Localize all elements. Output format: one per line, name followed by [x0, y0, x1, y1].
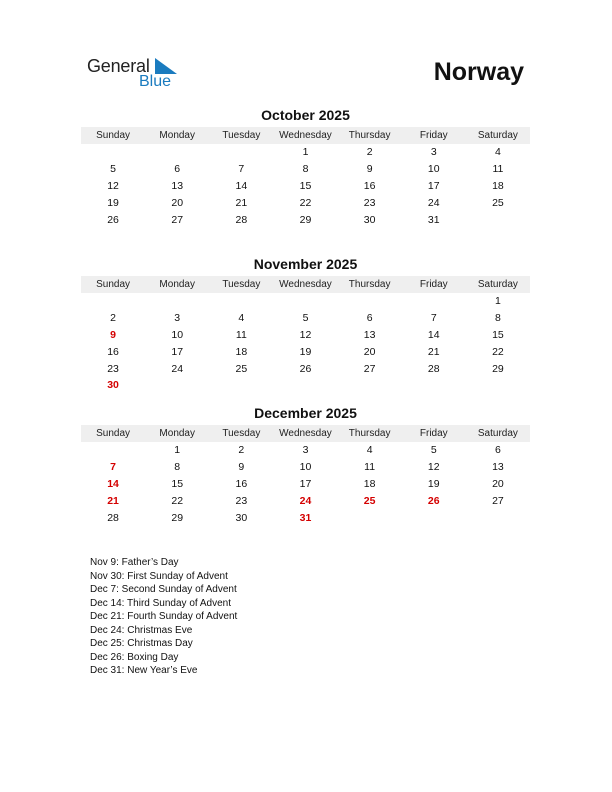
- day-cell: 11: [364, 461, 376, 474]
- day-cell: 10: [427, 163, 440, 176]
- day-cell: 5: [110, 163, 116, 176]
- weekday-label: Thursday: [348, 279, 391, 290]
- day-cell: 3: [174, 312, 181, 325]
- weekday-label: Sunday: [96, 130, 131, 141]
- weekday-label: Tuesday: [222, 428, 261, 439]
- weekday-label: Thursday: [348, 130, 391, 141]
- day-cell: 8: [174, 461, 181, 474]
- weekday-label: Wednesday: [279, 130, 332, 141]
- day-cell: 17: [427, 179, 440, 192]
- logo-general-text: General: [87, 56, 150, 76]
- day-cell: 7: [238, 163, 245, 176]
- day-cell: 25: [363, 494, 376, 507]
- day-cell: 28: [235, 213, 248, 226]
- weekday-label: Thursday: [348, 428, 391, 439]
- day-cell: 8: [302, 163, 309, 176]
- weekday-label: Sunday: [96, 279, 131, 290]
- day-cell: 11: [492, 163, 504, 176]
- week-row: [81, 442, 530, 459]
- week-row: [81, 476, 530, 493]
- week-row: [81, 377, 530, 394]
- day-cell: 18: [363, 477, 376, 490]
- day-cell: 22: [492, 345, 504, 358]
- weekday-label: Friday: [419, 279, 448, 290]
- week-row: [81, 194, 530, 211]
- holiday-item: Dec 31: New Year’s Eve: [90, 665, 198, 676]
- day-cell: 19: [107, 196, 119, 209]
- month-title: October 2025: [261, 107, 350, 123]
- holiday-list: [90, 556, 237, 678]
- week-row: [81, 327, 530, 344]
- day-cell: 18: [492, 179, 504, 192]
- day-cell: 30: [235, 511, 248, 524]
- day-cell: 2: [238, 444, 245, 457]
- holiday-item: Nov 30: First Sunday of Advent: [90, 570, 228, 582]
- weekday-label: Saturday: [477, 428, 518, 439]
- month-november: [81, 255, 530, 394]
- weekday-label: Saturday: [477, 130, 518, 141]
- day-cell: 9: [238, 461, 245, 474]
- week-row: [81, 343, 530, 360]
- weekday-header-row: [81, 425, 530, 442]
- day-cell: 29: [299, 213, 312, 226]
- day-cell: 19: [427, 477, 440, 490]
- week-row: [81, 178, 530, 195]
- day-cell: 10: [299, 461, 312, 474]
- day-cell: 29: [171, 511, 184, 524]
- weekday-label: Monday: [159, 428, 195, 439]
- day-cell: 4: [494, 146, 501, 159]
- weekday-label: Friday: [419, 428, 448, 439]
- week-row: [81, 459, 530, 476]
- week-row: [81, 509, 530, 526]
- day-cell: 4: [238, 312, 245, 325]
- holiday-item: Dec 26: Boxing Day: [90, 651, 179, 663]
- holiday-item: Dec 24: Christmas Eve: [90, 624, 193, 636]
- day-cell: 12: [427, 461, 440, 474]
- day-cell: 13: [171, 179, 184, 192]
- day-cell: 26: [427, 494, 440, 507]
- day-cell: 31: [427, 213, 440, 226]
- weekday-label: Monday: [159, 279, 195, 290]
- day-cell: 4: [366, 444, 373, 457]
- day-cell: 16: [235, 477, 248, 490]
- day-cell: 14: [107, 477, 119, 490]
- day-cell: 17: [299, 477, 312, 490]
- month-title: November 2025: [253, 256, 358, 272]
- day-cell: 23: [363, 196, 376, 209]
- day-cell: 6: [494, 444, 501, 457]
- day-cell: 25: [235, 362, 248, 375]
- day-cell: 13: [492, 461, 504, 474]
- day-cell: 9: [110, 328, 116, 341]
- day-cell: 14: [427, 328, 440, 341]
- day-cell: 7: [430, 312, 437, 325]
- weekday-label: Wednesday: [279, 428, 332, 439]
- day-cell: 27: [363, 362, 376, 375]
- holiday-item: Dec 14: Third Sunday of Advent: [90, 597, 232, 609]
- holiday-item: Dec 21: Fourth Sunday of Advent: [90, 611, 238, 622]
- day-cell: 21: [235, 196, 248, 209]
- day-cell: 2: [366, 146, 373, 159]
- day-cell: 23: [235, 494, 248, 507]
- generalblue-logo: [87, 54, 187, 94]
- day-cell: 30: [107, 379, 119, 392]
- day-cell: 28: [427, 362, 440, 375]
- logo-triangle-icon: [155, 58, 177, 74]
- day-cell: 26: [107, 213, 119, 226]
- day-cell: 26: [299, 362, 312, 375]
- day-cell: 5: [302, 312, 309, 325]
- day-cell: 3: [430, 146, 437, 159]
- day-cell: 22: [171, 494, 184, 507]
- day-cell: 19: [299, 345, 312, 358]
- day-cell: 15: [171, 477, 184, 490]
- day-cell: 6: [366, 312, 373, 325]
- day-cell: 7: [110, 461, 116, 474]
- day-cell: 22: [299, 196, 312, 209]
- weekday-header-row: [81, 276, 530, 293]
- day-cell: 3: [302, 444, 309, 457]
- day-cell: 12: [107, 179, 119, 192]
- day-cell: 16: [363, 179, 376, 192]
- week-row: [81, 161, 530, 178]
- weekday-label: Monday: [159, 130, 195, 141]
- weekday-label: Tuesday: [222, 279, 261, 290]
- day-cell: 29: [492, 362, 504, 375]
- day-cell: 16: [107, 345, 119, 358]
- day-cell: 14: [235, 179, 248, 192]
- day-cell: 28: [107, 511, 119, 524]
- day-cell: 21: [107, 494, 119, 507]
- day-cell: 23: [107, 362, 119, 375]
- day-cell: 2: [110, 312, 116, 325]
- week-row: [81, 144, 530, 161]
- day-cell: 12: [299, 328, 312, 341]
- logo-blue-text: Blue: [139, 73, 172, 90]
- day-cell: 1: [494, 295, 501, 308]
- day-cell: 24: [171, 362, 184, 375]
- day-cell: 30: [363, 213, 376, 226]
- holiday-item: Dec 7: Second Sunday of Advent: [90, 584, 237, 595]
- day-cell: 25: [492, 196, 504, 209]
- weekday-label: Sunday: [96, 428, 131, 439]
- holiday-item: Nov 9: Father’s Day: [90, 557, 179, 568]
- day-cell: 20: [171, 196, 184, 209]
- day-cell: 5: [430, 444, 437, 457]
- week-row: [81, 211, 530, 228]
- day-cell: 1: [302, 146, 309, 159]
- week-row: [81, 360, 530, 377]
- day-cell: 20: [363, 345, 376, 358]
- weekday-label: Friday: [419, 130, 448, 141]
- day-cell: 6: [174, 163, 181, 176]
- day-cell: 8: [494, 312, 501, 325]
- country-title: Norway: [433, 58, 524, 86]
- day-cell: 31: [299, 511, 312, 524]
- day-cell: 15: [299, 179, 312, 192]
- day-cell: 27: [171, 213, 184, 226]
- day-cell: 17: [171, 345, 184, 358]
- week-row: [81, 492, 530, 509]
- day-cell: 13: [363, 328, 376, 341]
- day-cell: 21: [427, 345, 440, 358]
- weekday-header-row: [81, 127, 530, 144]
- weekday-label: Wednesday: [279, 279, 332, 290]
- day-cell: 1: [174, 444, 181, 457]
- day-cell: 15: [492, 328, 504, 341]
- day-cell: 9: [366, 163, 373, 176]
- day-cell: 24: [299, 494, 312, 507]
- day-cell: 18: [235, 345, 248, 358]
- day-cell: 10: [171, 328, 184, 341]
- holiday-item: Dec 25: Christmas Day: [90, 638, 193, 649]
- weekday-label: Tuesday: [222, 130, 261, 141]
- week-row: [81, 293, 530, 310]
- day-cell: 27: [492, 494, 504, 507]
- weekday-label: Saturday: [477, 279, 518, 290]
- month-title: December 2025: [254, 405, 357, 421]
- day-cell: 20: [492, 477, 504, 490]
- month-december: [81, 404, 530, 526]
- day-cell: 24: [427, 196, 440, 209]
- month-october: [81, 106, 530, 228]
- day-cell: 11: [235, 328, 247, 341]
- week-row: [81, 310, 530, 327]
